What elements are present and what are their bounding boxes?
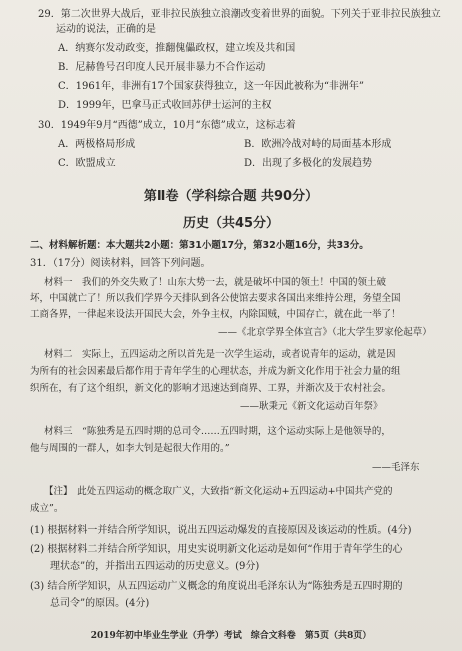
note-line1: 【注】 此处五四运动的概念取广义，大致指“新文化运动+五四运动+中国共产党的 — [44, 486, 393, 497]
history-title: 历史（共45分） — [182, 216, 280, 231]
q29-option-a: A．纳赛尔发动政变，推翻傀儡政权，建立埃及共和国 — [58, 43, 296, 54]
material2-line3: 织所在，有了这个组织，新文化的影响才迅速达到商界、工界，并渐次及于农村社会。 — [30, 383, 392, 394]
question-2-line1: (2) 根据材料二并结合所学知识，用史实说明新文化运动是如何“作用于青年学生的心 — [30, 544, 403, 555]
part2-title: 第Ⅱ卷（学科综合题 共90分） — [143, 189, 319, 204]
question-3-line1: (3) 结合所学知识，从五四运动广义概念的角度说出毛泽东认为“陈独秀是五四时期的 — [30, 581, 403, 592]
note-line2: 成立”。 — [30, 503, 64, 514]
q30-option-a: A．两极格局形成 — [58, 139, 136, 150]
q29-stem-line1: 29．第二次世界大战后，亚非拉民族独立浪潮改变着世界的面貌。下列关于亚非拉民族独立 — [38, 9, 441, 20]
q29-option-d: D．1999年，巴拿马正式收回苏伊士运河的主权 — [58, 100, 272, 111]
question-3-line2: 总司令”的原因。(4分) — [50, 598, 150, 609]
material1-line3: 工商各界，一律起来设法开国民大会，外争主权，内除国贼，中国存亡，就在此一举了！ — [30, 309, 401, 320]
material1-line2: 坏，中国就亡了！所以我们学界今天排队到各公使馆去要求各国出来维持公理，务望全国 — [30, 293, 401, 304]
material2-line1: 材料二 实际上，五四运动之所以首先是一次学生运动，或者说青年的运动，就是因 — [44, 349, 396, 360]
q29-option-c: C．1961年，非洲有17个国家获得独立，这一年因此被称为“非洲年” — [58, 81, 365, 92]
q30-option-c: C．欧盟成立 — [58, 158, 116, 169]
q29-option-b: B．尼赫鲁号召印度人民开展非暴力不合作运动 — [58, 62, 266, 73]
question-2-line2: 理状态”的，并指出五四运动的历史意义。(9分) — [50, 561, 260, 572]
page-footer: 2019年初中毕业生学业（升学）考试 综合文科卷 第5页（共8页） — [90, 631, 372, 641]
q31-instruction: 31．（17分）阅读材料，回答下列问题。 — [30, 258, 211, 269]
material3-source: ——毛泽东 — [372, 462, 420, 473]
q30-option-d: D．出现了多极化的发展趋势 — [244, 158, 373, 169]
q29-stem-line2: 运动的说法，正确的是 — [56, 24, 156, 35]
material2-source: ——耿秉元《新文化运动百年祭》 — [240, 401, 383, 412]
material2-line2: 为所有的社会因素最后都作用于青年学生的心理状态，并成为新文化作用于社会力量的组 — [30, 366, 401, 377]
material1-line1: 材料一 我们的外交失败了！山东大势一去，就是破坏中国的领土！中国的领土破 — [44, 277, 387, 288]
material3-line1: 材料三 “陈独秀是五四时期的总司令……五四时期，这个运动实际上是他领导的， — [44, 426, 391, 437]
q30-option-b: B．欧洲冷战对峙的局面基本形成 — [244, 139, 392, 150]
material1-source: ——《北京学界全体宣言》（北大学生罗家伦起草） — [218, 327, 432, 338]
section2-heading: 二、材料解析题：本大题共2小题：第31小题17分，第32小题16分，共33分。 — [30, 240, 369, 251]
material3-line2: 他与周围的一群人，如李大钊是起很大作用的。” — [30, 443, 230, 454]
question-1: (1) 根据材料一并结合所学知识，说出五四运动爆发的直接原因及该运动的性质。(4分) — [30, 525, 412, 536]
q30-stem: 30．1949年9月“西德”成立，10月“东德”成立，这标志着 — [38, 120, 296, 131]
